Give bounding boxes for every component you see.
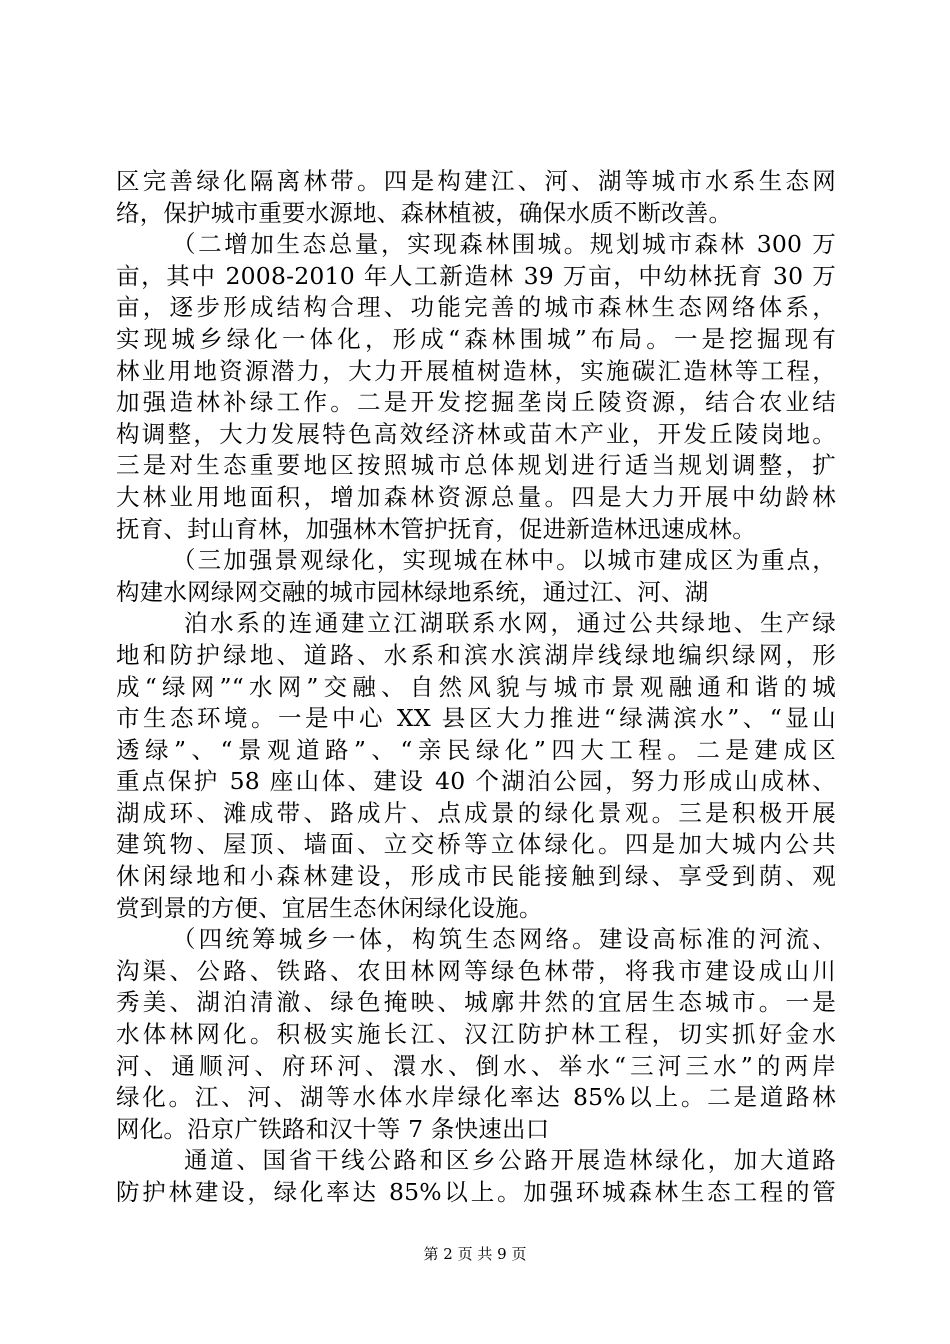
page-number-footer: 第 2 页 共 9 页 bbox=[423, 1245, 527, 1263]
text-line: 网化。沿京广铁路和汉十等 7 条快速出口 bbox=[116, 1114, 550, 1143]
text-line: 赏到景的方便、宜居生态休闲绿化设施。 bbox=[116, 893, 543, 922]
text-line: 通道、国省干线公路和区乡公路开展造林绿化，加大道路 bbox=[184, 1146, 836, 1175]
text-line: （二增加生态总量，实现森林围城。规划城市森林 300 万 bbox=[172, 230, 836, 259]
text-line: 构调整，大力发展特色高效经济林或苗木产业，开发丘陵岗地。 bbox=[116, 419, 836, 448]
text-line: 加强造林补绿工作。二是开发挖掘垄岗丘陵资源，结合农业结 bbox=[116, 388, 836, 417]
text-line: 亩，其中 2008-2010 年人工新造林 39 万亩，中幼林抚育 30 万 bbox=[116, 261, 836, 290]
text-line: 沟渠、公路、铁路、农田林网等绿色林带，将我市建设成山川 bbox=[116, 956, 836, 985]
text-line: 建筑物、屋顶、墙面、立交桥等立体绿化。四是加大城内公共 bbox=[116, 830, 836, 859]
text-line: 透绿”、“景观道路”、“亲民绿化”四大工程。二是建成区 bbox=[116, 735, 836, 764]
text-line: 河、通顺河、府环河、澴水、倒水、举水“三河三水”的两岸 bbox=[116, 1051, 836, 1080]
text-line: 防护林建设，绿化率达 85%以上。加强环城森林生态工程的管 bbox=[116, 1178, 836, 1206]
text-line: 实现城乡绿化一体化，形成“森林围城”布局。一是挖掘现有 bbox=[116, 324, 836, 353]
text-line: 休闲绿地和小森林建设，形成市民能接触到绿、享受到荫、观 bbox=[116, 862, 836, 891]
text-line: （三加强景观绿化，实现城在林中。以城市建成区为重点， bbox=[172, 546, 836, 575]
text-line: 抚育、封山育林，加强林木管护抚育，促进新造林迅速成林。 bbox=[116, 514, 756, 543]
text-line: 三是对生态重要地区按照城市总体规划进行适当规划调整，扩 bbox=[116, 451, 836, 480]
text-line: 水体林网化。积极实施长江、汉江防护林工程，切实抓好金水 bbox=[116, 1020, 836, 1049]
body-text bbox=[116, 166, 836, 1209]
text-line: 络，保护城市重要水源地、森林植被，确保水质不断改善。 bbox=[116, 198, 733, 227]
text-line: 区完善绿化隔离林带。四是构建江、河、湖等城市水系生态网 bbox=[116, 167, 836, 195]
text-line: （四统筹城乡一体，构筑生态网络。建设高标准的河流、 bbox=[172, 925, 836, 954]
text-line: 构建水网绿网交融的城市园林绿地系统，通过江、河、湖 bbox=[116, 577, 709, 606]
text-line: 成“绿网”“水网”交融、自然风貌与城市景观融通和谐的城 bbox=[116, 672, 836, 701]
text-line: 湖成环、滩成带、路成片、点成景的绿化景观。三是积极开展 bbox=[116, 798, 836, 827]
text-line: 市生态环境。一是中心 XX 县区大力推进“绿满滨水”、“显山 bbox=[116, 704, 836, 733]
text-line: 泊水系的连通建立江湖联系水网，通过公共绿地、生产绿 bbox=[184, 609, 836, 638]
text-line: 地和防护绿地、道路、水系和滨水滨湖岸线绿地编织绿网，形 bbox=[116, 640, 836, 669]
text-line: 重点保护 58 座山体、建设 40 个湖泊公园，努力形成山成林、 bbox=[116, 767, 836, 796]
text-line: 秀美、湖泊清澈、绿色掩映、城廓井然的宜居生态城市。一是 bbox=[116, 988, 836, 1017]
text-line: 亩，逐步形成结构合理、功能完善的城市森林生态网络体系， bbox=[116, 293, 836, 322]
text-line: 大林业用地面积，增加森林资源总量。四是大力开展中幼龄林 bbox=[116, 482, 836, 511]
text-line: 绿化。江、河、湖等水体水岸绿化率达 85%以上。二是道路林 bbox=[116, 1083, 836, 1112]
text-line: 林业用地资源潜力，大力开展植树造林，实施碳汇造林等工程， bbox=[116, 356, 836, 385]
